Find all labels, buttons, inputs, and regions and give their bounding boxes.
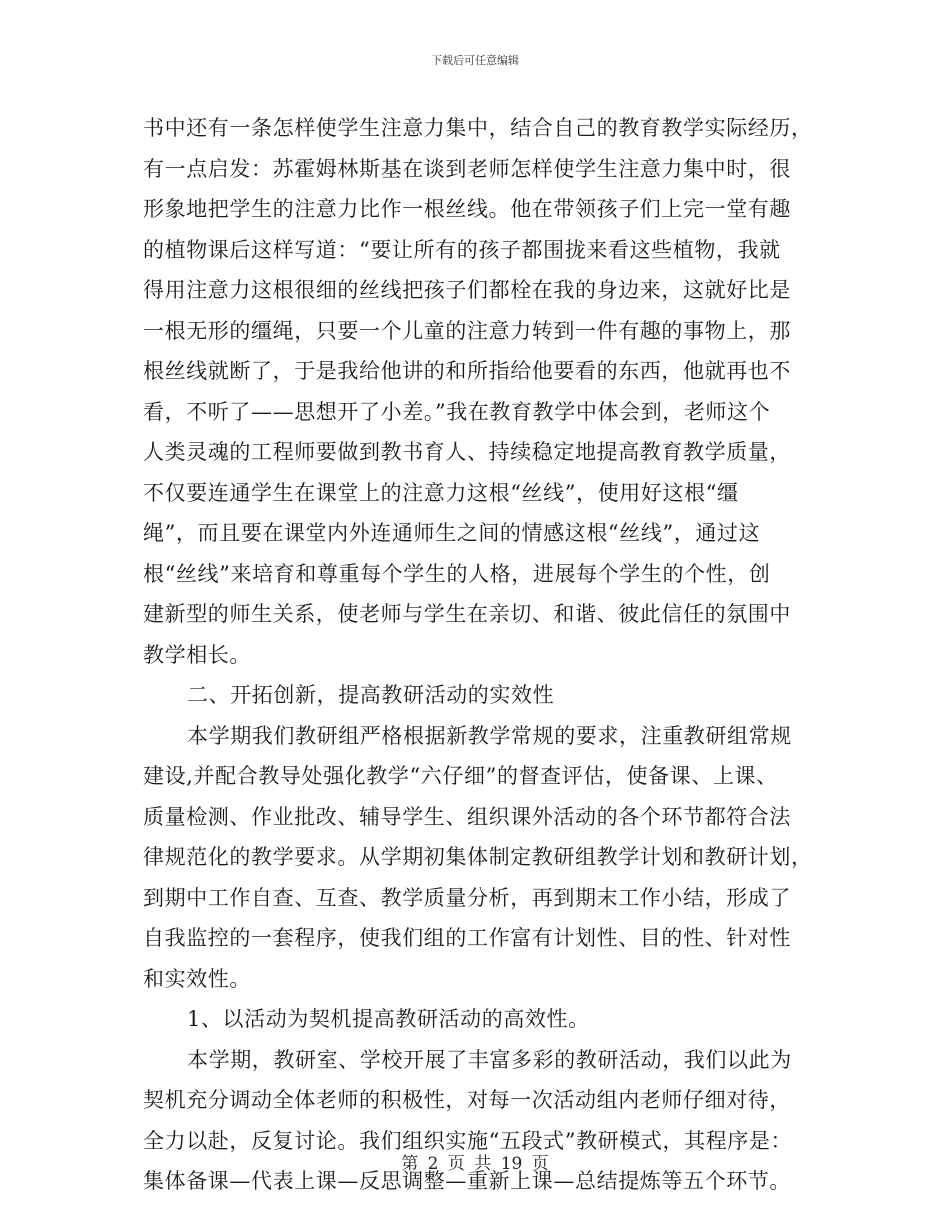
text-line: 自我监控的一套程序，使我们组的工作富有计划性、目的性、针对性 (143, 926, 791, 950)
text-line: 绳”，而且要在课堂内外连通师生之间的情感这根“丝线”，通过这 (143, 521, 761, 545)
text-line: 得用注意力这根很细的丝线把孩子们都栓在我的身边来，这就好比是 (143, 278, 791, 302)
text-line: 不仅要连通学生在课堂上的注意力这根“丝线”，使用好这根“缰 (143, 480, 739, 505)
section-heading: 二、开拓创新，提高教研活动的实效性 (187, 683, 555, 707)
subsection-heading: 1、以活动为契机提高教研活动的高效性。 (187, 1007, 590, 1031)
text-line: 律规范化的教学要求。从学期初集体制定教研组教学计划和教研计划， (143, 845, 813, 869)
text-line: 和实效性。 (143, 966, 251, 991)
text-line: 形象地把学生的注意力比作一根丝线。他在带领孩子们上完一堂有趣 (143, 197, 791, 221)
text-line: 建新型的师生关系，使老师与学生在亲切、和谐、彼此信任的氛围中 (143, 602, 791, 626)
text-line: 看，不听了——思想开了小差。”我在教育教学中体会到，老师这个 (143, 399, 771, 424)
text-line: 一根无形的缰绳，只要一个儿童的注意力转到一件有趣的事物上，那 (143, 318, 791, 343)
text-line: 质量检测、作业批改、辅导学生、组织课外活动的各个环节都符合法 (143, 804, 791, 829)
page-header: 下载后可任意编辑 (431, 54, 519, 67)
text-line: 到期中工作自查、互查、教学质量分析，再到期末工作小结，形成了 (143, 885, 791, 910)
text-line: 教学相长。 (143, 642, 251, 667)
text-line: 根“丝线”来培育和尊重每个学生的人格，进展每个学生的个性，创 (143, 561, 771, 586)
text-line: 全力以赴，反复讨论。我们组织实施“五段式”教研模式，其程序是： (143, 1128, 793, 1153)
text-line: 根丝线就断了，于是我给他讲的和所指给他要看的东西，他就再也不 (143, 359, 791, 383)
text-line: 建设,并配合教导处强化教学“六仔细”的督查评估，使备课、上课、 (143, 764, 778, 788)
text-line: 契机充分调动全体老师的积极性，对每一次活动组内老师仔细对待， (143, 1088, 791, 1112)
text-line: 的植物课后这样写道：“要让所有的孩子都围拢来看这些植物，我就 (143, 237, 781, 262)
text-line: 书中还有一条怎样使学生注意力集中，结合自己的教育教学实际经历， (143, 116, 813, 140)
text-line: 本学期我们教研组严格根据新教学常规的要求，注重教研组常规 (187, 723, 792, 748)
page-number: 第 2 页 共 19 页 (401, 1154, 549, 1174)
text-line: 集体备课—代表上课—反思调整—重新上课—总结提炼等五个环节。 (143, 1169, 791, 1193)
text-line: 人类灵魂的工程师要做到教书育人、持续稳定地提高教育教学质量， (143, 440, 791, 464)
document-body (143, 108, 811, 1202)
text-line: 有一点启发：苏霍姆林斯基在谈到老师怎样使学生注意力集中时，很 (143, 156, 791, 181)
text-line: 本学期，教研室、学校开展了丰富多彩的教研活动，我们以此为 (187, 1047, 792, 1072)
